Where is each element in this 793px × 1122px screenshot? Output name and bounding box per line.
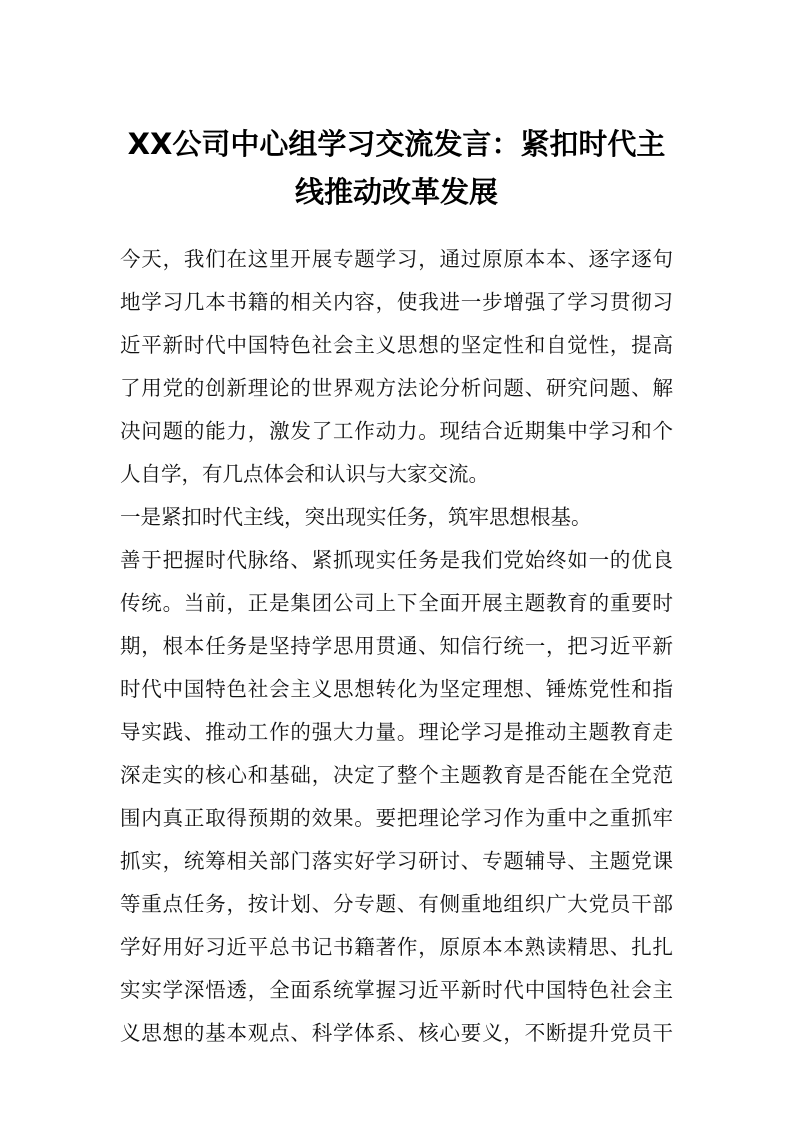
body-line: 等重点任务，按计划、分专题、有侧重地组织广大党员干部 — [120, 892, 673, 916]
body-line: 导实践、推动工作的强大力量。理论学习是推动主题教育走 — [120, 720, 673, 744]
body-line: 抓实，统筹相关部门落实好学习研讨、专题辅导、主题党课 — [120, 849, 673, 873]
body-line: 实实学深悟透，全面系统掌握习近平新时代中国特色社会主 — [120, 978, 673, 1002]
document-title-line-1: XX公司中心组学习交流发言：紧扣时代主 — [127, 127, 666, 161]
section-heading: 一是紧扣时代主线，突出现实任务，筑牢思想根基。 — [120, 505, 592, 529]
body-line: 善于把握时代脉络、紧抓现实任务是我们党始终如一的优良 — [120, 548, 673, 572]
body-line: 义思想的基本观点、科学体系、核心要义，不断提升党员干 — [120, 1021, 673, 1045]
body-line: 深走实的核心和基础，决定了整个主题教育是否能在全党范 — [120, 763, 673, 787]
body-line: 围内真正取得预期的效果。要把理论学习作为重中之重抓牢 — [120, 806, 673, 830]
body-line: 传统。当前，正是集团公司上下全面开展主题教育的重要时 — [120, 591, 673, 615]
document-title-line-2: 线推动改革发展 — [294, 175, 498, 209]
body-line: 学好用好习近平总书记书籍著作，原原本本熟读精思、扎扎 — [120, 935, 673, 959]
body-line: 决问题的能力，激发了工作动力。现结合近期集中学习和个 — [120, 419, 673, 443]
body-line: 今天，我们在这里开展专题学习，通过原原本本、逐字逐句 — [120, 247, 673, 271]
body-line: 了用党的创新理论的世界观方法论分析问题、研究问题、解 — [120, 376, 673, 400]
body-line: 期，根本任务是坚持学思用贯通、知信行统一，把习近平新 — [120, 634, 673, 658]
body-line: 人自学，有几点体会和认识与大家交流。 — [120, 462, 489, 486]
body-line: 地学习几本书籍的相关内容，使我进一步增强了学习贯彻习 — [120, 290, 673, 314]
body-line: 时代中国特色社会主义思想转化为坚定理想、锤炼党性和指 — [120, 677, 673, 701]
body-line: 近平新时代中国特色社会主义思想的坚定性和自觉性，提高 — [120, 333, 673, 357]
